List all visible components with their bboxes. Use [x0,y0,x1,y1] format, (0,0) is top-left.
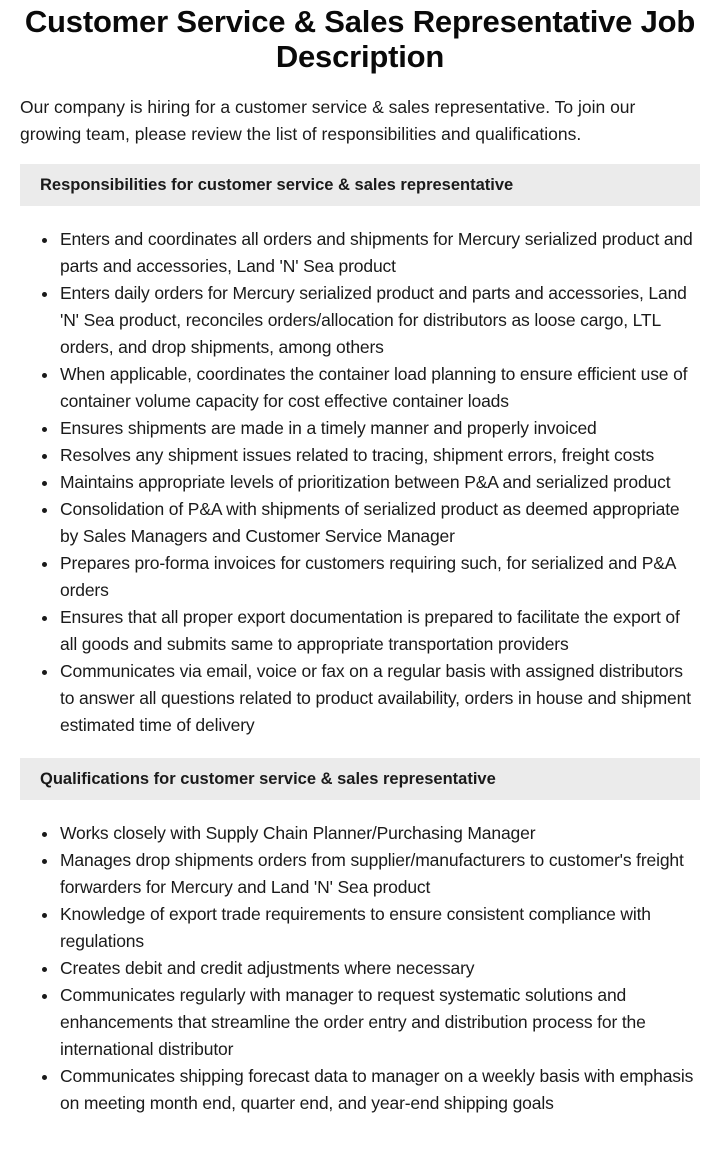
qualifications-heading: Qualifications for customer service & sales representative [20,758,700,800]
list-item: Ensures that all proper export documentation is prepared to facilitate the export of all goods and submits same to appropriate transportation providers [60,604,700,658]
list-item: When applicable, coordinates the container load planning to ensure efficient use of container volume capacity for cost effective container loads [60,361,700,415]
responsibilities-heading: Responsibilities for customer service & sales representative [20,164,700,206]
list-item: Consolidation of P&A with shipments of serialized product as deemed appropriate by Sales Managers and Customer Service Manager [60,496,700,550]
responsibilities-list [20,226,700,739]
intro-paragraph: Our company is hiring for a customer service & sales representative. To join our growing team, please review the list of responsibilities and qualifications. [20,97,636,144]
qualifications-list [20,820,700,1117]
list-item: Manages drop shipments orders from supplier/manufacturers to customer's freight forwarders for Mercury and Land 'N' Sea product [60,847,700,901]
list-item: Enters and coordinates all orders and shipments for Mercury serialized product and parts and accessories, Land 'N' Sea product [60,226,700,280]
list-item: Prepares pro-forma invoices for customers requiring such, for serialized and P&A orders [60,550,700,604]
list-item: Ensures shipments are made in a timely manner and properly invoiced [60,415,700,442]
list-item: Knowledge of export trade requirements to ensure consistent compliance with regulations [60,901,700,955]
list-item: Maintains appropriate levels of prioritization between P&A and serialized product [60,469,700,496]
list-item: Enters daily orders for Mercury serialized product and parts and accessories, Land 'N' Sea product, reconciles orders/allocation for distributors as loose cargo, LTL orders, and drop shipments, among others [60,280,700,361]
list-item: Communicates via email, voice or fax on a regular basis with assigned distributors to answer all questions related to product availability, orders in house and shipment estimated time of delivery [60,658,700,739]
list-item: Communicates regularly with manager to request systematic solutions and enhancements that streamline the order entry and distribution process for the international distributor [60,982,700,1063]
list-item: Creates debit and credit adjustments where necessary [60,955,700,982]
list-item: Resolves any shipment issues related to tracing, shipment errors, freight costs [60,442,700,469]
list-item: Works closely with Supply Chain Planner/Purchasing Manager [60,820,700,847]
list-item: Communicates shipping forecast data to manager on a weekly basis with emphasis on meeting month end, quarter end, and year-end shipping goals [60,1063,700,1117]
page-title: Customer Service & Sales Representative Job Description [24,4,696,74]
